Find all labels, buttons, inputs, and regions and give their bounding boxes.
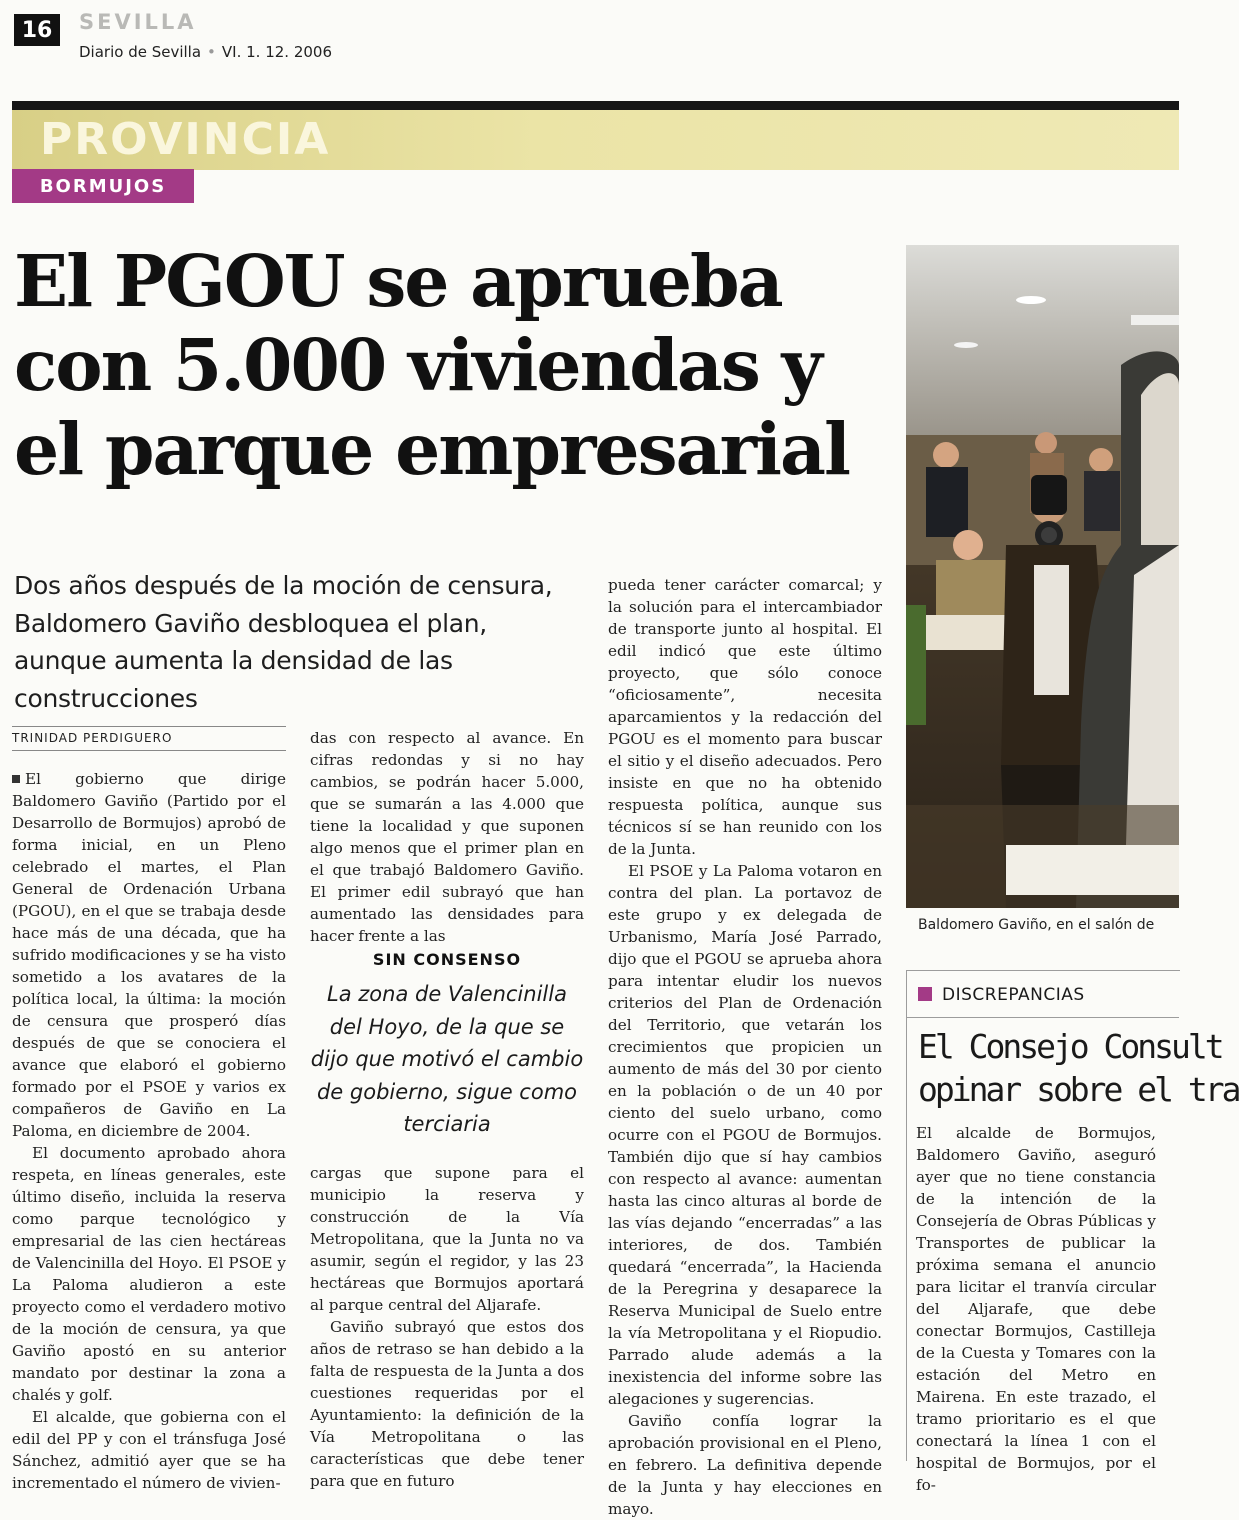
category-title: PROVINCIA bbox=[40, 114, 331, 165]
paragraph: El documento aprobado ahora respeta, en líneas generales, este último diseño, incluida la reserva como parque tecnológico y empresarial de las cien hectáreas de Valencinilla del Hoyo. El PSOE y La Paloma aludieron a este proyecto como el verdadero motivo de la moción de censura, ya que Gaviño apostó en su anterior mandato por destinar la zona a chalés y golf. bbox=[12, 1144, 286, 1404]
paragraph: El PSOE y La Paloma votaron en contra del plan. La portavoz de este grupo y ex delegada de Urbanismo, María José Parrado, dijo que el PGOU se aprueba ahora para intentar eludir los nuevos criterios del Plan de Ordenación del Territorio, que vetarán los crecimientos que propicien un aumento de más del 30 por ciento en la población o de un 40 por ciento del suelo urbano, como ocurre con el PGOU de Bormujos. También dijo que sí hay cambios con respecto al avance: aumentan hasta las cinco alturas al borde de las vías dejando “encerradas” a las interiores, de dos. También quedará “encerrada”, la Hacienda de la Peregrina y desaparece la Reserva Municipal de Suelo entre la vía Metropolitana y el Riopudio. Parrado alude además a la inexistencia del informe sobre las alegaciones y sugerencias. bbox=[608, 862, 882, 1408]
byline: TRINIDAD PERDIGUERO bbox=[12, 731, 173, 745]
article-column-2-top bbox=[310, 727, 584, 947]
sidebar-title-line: opinar sobre el tra bbox=[918, 1069, 1239, 1109]
byline-rule bbox=[12, 726, 286, 727]
label-square-icon bbox=[918, 987, 932, 1001]
sidebar-body bbox=[916, 1122, 1156, 1496]
pull-quote: La zona de Valencinilla del Hoyo, de la que se dijo que motivó el cambio de gobierno, sigue como terciaria bbox=[310, 982, 584, 1137]
news-photo bbox=[906, 245, 1179, 908]
paragraph: El alcalde, que gobierna con el edil del PP y con el tránsfuga José Sánchez, admitió ayer que se ha incrementado el número de vivien- bbox=[12, 1408, 286, 1492]
paragraph-text: El gobierno que dirige Baldomero Gaviño (Partido por el Desarrollo de Bormujos) aprobó de forma inicial, en un Pleno celebrado el martes, el Plan General de Ordenación Urbana (PGOU), en el que se trabaja desde hace más de una década, que ha sufrido modificaciones y se ha visto sometido a los avatares de la política local, la última: la moción de censura que prosperó días después de que se conociera el avance que elaboró el gobierno formado por el PSOE y varios ex compañeros de Gaviño en La Paloma, en diciembre de 2004. bbox=[12, 770, 286, 1140]
paragraph: cargas que supone para el municipio la reserva y construcción de la Vía Metropolitana, que la Junta no va asumir, según el regidor, y las 23 hectáreas que Bormujos aportará al parque central del Aljarafe. bbox=[310, 1164, 584, 1314]
sidebar-label-text: DISCREPANCIAS bbox=[942, 985, 1085, 1005]
issue-date: VI. 1. 12. 2006 bbox=[221, 43, 332, 61]
masthead bbox=[79, 43, 332, 61]
byline-rule bbox=[12, 750, 286, 751]
sidebar-title bbox=[918, 1026, 1239, 1112]
section-name: SEVILLA bbox=[79, 10, 197, 34]
photo-illustration bbox=[906, 245, 1179, 908]
sidebar-rule bbox=[906, 1017, 1179, 1018]
paragraph: Gaviño subrayó que estos dos años de retraso se han debido a la falta de respuesta de la Junta a dos cuestiones requeridas por el Ayuntamiento: la definición de la Vía Metropolitana o las características que debe tener para que en futuro bbox=[310, 1318, 584, 1490]
locality-tag: BORMUJOS bbox=[12, 169, 194, 203]
article-column-3 bbox=[608, 574, 882, 1520]
paragraph: das con respecto al avance. En cifras redondas y si no hay cambios, se podrán hacer 5.000, que se sumarán a las 4.000 que tiene la localidad y que suponen algo menos que el primer plan en el que trabajó Baldomero Gaviño. El primer edil subrayó que han aumentado las densidades para hacer frente a las bbox=[310, 729, 584, 945]
article-column-1 bbox=[12, 768, 286, 1494]
sidebar-label bbox=[918, 985, 1085, 1005]
paragraph bbox=[12, 768, 286, 1142]
pull-quote-label: SIN CONSENSO bbox=[372, 950, 522, 969]
subheadline: Dos años después de la moción de censura, Baldomero Gaviño desbloquea el plan, aunque aumenta la densidad de las construcciones bbox=[14, 571, 553, 713]
paragraph: Gaviño confía lograr la aprobación provisional en el Pleno, en febrero. La definitiva depende de la Junta y hay elecciones en mayo. bbox=[608, 1412, 882, 1518]
article-column-2-bottom bbox=[310, 1162, 584, 1492]
page-number: 16 bbox=[14, 14, 60, 46]
newspaper-name: Diario de Sevilla bbox=[79, 43, 202, 61]
paragraph: pueda tener carácter comarcal; y la solución para el intercambiador de transporte junto al hospital. El edil indicó que este último proyecto, que sólo conoce “oficiosamente”, necesita aparcamientos y la redacción del PGOU es el momento para buscar el sitio y el diseño adecuados. Pero insiste en que no ha obtenido respuesta política, aunque sus técnicos sí se han reunido con los de la Junta. bbox=[608, 576, 882, 858]
photo-caption: Baldomero Gaviño, en el salón de bbox=[918, 917, 1155, 933]
top-rule bbox=[12, 101, 1179, 110]
lead-square-icon bbox=[12, 775, 20, 783]
sidebar-title-line: El Consejo Consult bbox=[918, 1027, 1222, 1066]
paragraph: El alcalde de Bormujos, Baldomero Gaviño, aseguró ayer que no tiene constancia de la intención de la Consejería de Obras Públicas y Transportes de publicar la próxima semana el anuncio para licitar el tranvía circular del Aljarafe, que debe conectar Bormujos, Castilleja de la Cuesta y Tomares con la estación del Metro en Mairena. En este trazado, el tramo prioritario es el que conectará la línea 1 con el hospital de Bormujos, por el fo- bbox=[916, 1124, 1156, 1494]
separator-dot: • bbox=[207, 43, 216, 61]
headline: El PGOU se aprueba con 5.000 viviendas y el parque empresarial bbox=[14, 239, 849, 491]
